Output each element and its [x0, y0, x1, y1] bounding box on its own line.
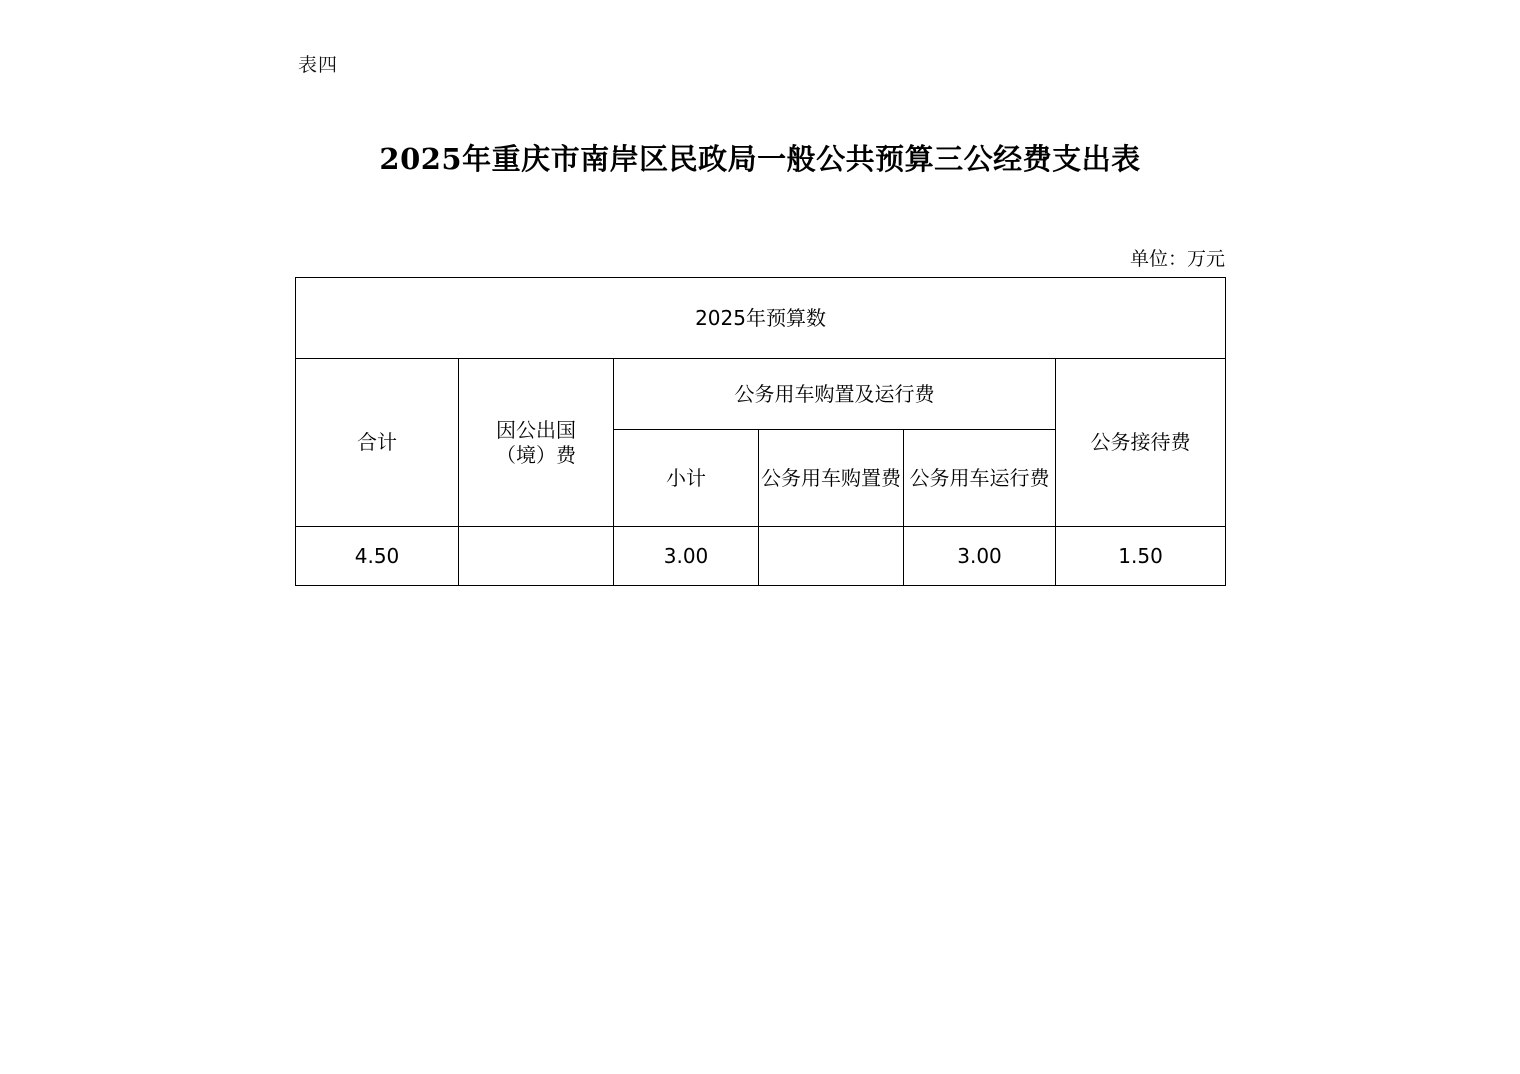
value-abroad [459, 527, 614, 586]
header-abroad-line2: （境）费 [496, 442, 576, 467]
header-abroad [459, 359, 614, 527]
header-vehicle-purchase: 公务用车购置费 [759, 430, 904, 527]
unit-note: 单位：万元 [1129, 248, 1225, 270]
budget-table [295, 277, 1226, 586]
table-row-values [296, 527, 1226, 586]
band-header-cell: 2025年预算数 [296, 278, 1226, 359]
header-reception: 公务接待费 [1056, 359, 1226, 527]
header-abroad-line1: 因公出国 [496, 417, 576, 442]
header-vehicle-operation: 公务用车运行费 [904, 430, 1056, 527]
value-total: 4.50 [296, 527, 459, 586]
value-vehicle-subtotal: 3.00 [614, 527, 759, 586]
table-row-header-top [296, 359, 1226, 430]
sheet-label: 表四 [298, 54, 339, 76]
header-vehicle-subtotal: 小计 [614, 430, 759, 527]
header-vehicle-group: 公务用车购置及运行费 [614, 359, 1056, 430]
value-vehicle-operation: 3.00 [904, 527, 1056, 586]
table-row-band [296, 278, 1226, 359]
value-vehicle-purchase [759, 527, 904, 586]
page-title: 2025年重庆市南岸区民政局一般公共预算三公经费支出表 [379, 142, 1141, 176]
header-total: 合计 [296, 359, 459, 527]
value-reception: 1.50 [1056, 527, 1226, 586]
